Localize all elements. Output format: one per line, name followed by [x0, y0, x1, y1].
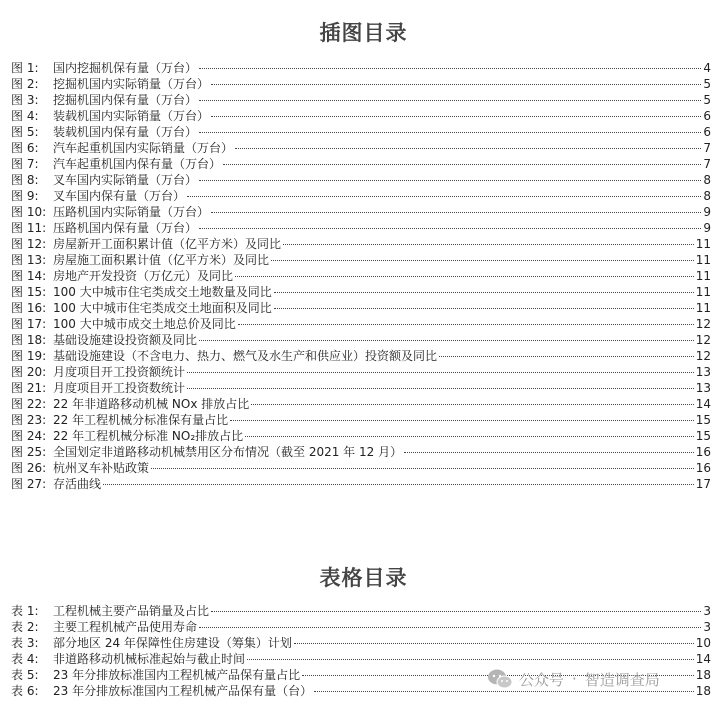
entry-number: 图 16: — [11, 301, 47, 315]
page-number: 9 — [703, 221, 711, 235]
entry-number: 图 2: — [11, 77, 39, 91]
entry-title: 100 大中城市成交土地总价及同比 — [53, 317, 236, 331]
page-number: 11 — [695, 269, 711, 283]
entry-title: 压路机国内保有量（万台） — [53, 221, 198, 235]
figure-entry[interactable] — [11, 60, 711, 76]
entry-number: 图 19: — [11, 349, 47, 363]
entry-title: 房地产开发投资（万亿元）及同比 — [53, 269, 234, 283]
leader-dots — [230, 420, 694, 421]
figure-entry[interactable] — [11, 316, 711, 332]
figure-entry[interactable] — [11, 172, 711, 188]
entry-number: 表 4: — [11, 652, 39, 666]
entry-number: 图 13: — [11, 253, 47, 267]
leader-dots — [211, 116, 701, 117]
figure-entry[interactable] — [11, 108, 711, 124]
figures-title: 插图目录 — [319, 21, 408, 45]
entry-title: 23 年分排放标准国内工程机械产品保有量占比 — [53, 668, 301, 682]
entry-title: 月度项目开工投资额统计 — [53, 365, 186, 379]
entry-number: 图 23: — [11, 413, 47, 427]
page-number: 12 — [695, 349, 711, 363]
leader-dots — [314, 691, 694, 692]
leader-dots — [199, 228, 701, 229]
figure-entry[interactable] — [11, 284, 711, 300]
leader-dots — [199, 100, 701, 101]
entry-number: 图 5: — [11, 125, 39, 139]
page-number: 3 — [703, 620, 711, 634]
entry-title: 主要工程机械产品使用寿命 — [53, 620, 198, 634]
entry-number: 图 3: — [11, 93, 39, 107]
leader-dots — [211, 611, 701, 612]
figure-entry[interactable] — [11, 92, 711, 108]
entry-title: 22 年工程机械分标准 NO₂排放占比 — [53, 429, 244, 443]
entry-number: 表 3: — [11, 636, 39, 650]
figure-entry[interactable] — [11, 364, 711, 380]
page-number: 9 — [703, 205, 711, 219]
entry-title: 国内挖掘机保有量（万台） — [53, 61, 198, 75]
tables-title: 表格目录 — [319, 566, 408, 590]
figure-entry[interactable] — [11, 252, 711, 268]
entry-title: 存活曲线 — [53, 477, 102, 491]
leader-dots — [247, 659, 694, 660]
leader-dots — [251, 404, 693, 405]
leader-dots — [199, 68, 701, 69]
page-number: 7 — [703, 157, 711, 171]
entry-title: 房屋新开工面积累计值（亿平方米）及同比 — [53, 237, 282, 251]
entry-title: 叉车国内保有量（万台） — [53, 189, 186, 203]
watermark-name: 智造调查局 — [584, 670, 660, 689]
page-number: 6 — [703, 125, 711, 139]
watermark-label: 公众号 — [519, 670, 565, 689]
entry-number: 表 5: — [11, 668, 39, 682]
entry-number: 图 9: — [11, 189, 39, 203]
leader-dots — [199, 180, 701, 181]
page-number: 5 — [703, 77, 711, 91]
entry-title: 工程机械主要产品销量及占比 — [53, 604, 210, 618]
figure-entry[interactable] — [11, 124, 711, 140]
figure-entry[interactable] — [11, 236, 711, 252]
wechat-icon — [487, 668, 513, 690]
leader-dots — [238, 324, 694, 325]
entry-number: 图 11: — [11, 221, 47, 235]
page-number: 18 — [695, 668, 711, 682]
entry-title: 压路机国内实际销量（万台） — [53, 205, 210, 219]
table-entry[interactable] — [11, 619, 711, 635]
entry-number: 图 17: — [11, 317, 47, 331]
entry-title: 汽车起重机国内保有量（万台） — [53, 157, 222, 171]
entry-title: 房屋施工面积累计值（亿平方米）及同比 — [53, 253, 270, 267]
leader-dots — [103, 484, 694, 485]
entry-number: 图 18: — [11, 333, 47, 347]
figure-entry[interactable] — [11, 188, 711, 204]
watermark-separator: · — [572, 670, 577, 688]
figure-entry[interactable] — [11, 412, 711, 428]
page-number: 13 — [695, 365, 711, 379]
entry-number: 图 7: — [11, 157, 39, 171]
figure-entry[interactable] — [11, 476, 711, 492]
entry-number: 图 10: — [11, 205, 47, 219]
leader-dots — [199, 132, 701, 133]
figure-entry[interactable] — [11, 76, 711, 92]
entry-number: 图 4: — [11, 109, 39, 123]
figure-entry[interactable] — [11, 380, 711, 396]
leader-dots — [199, 340, 694, 341]
figure-entry[interactable] — [11, 204, 711, 220]
entry-number: 图 14: — [11, 269, 47, 283]
leader-dots — [274, 292, 694, 293]
figure-entry[interactable] — [11, 140, 711, 156]
page-number: 18 — [695, 684, 711, 698]
figure-entry[interactable] — [11, 332, 711, 348]
page-number: 14 — [695, 397, 711, 411]
leader-dots — [211, 84, 701, 85]
entry-number: 图 27: — [11, 477, 47, 491]
entry-title: 全国划定非道路移动机械禁用区分布情况（截至 2021 年 12 月） — [53, 445, 403, 459]
entry-title: 部分地区 24 年保障性住房建设（筹集）计划 — [53, 636, 292, 650]
page-number: 5 — [703, 93, 711, 107]
entry-number: 图 22: — [11, 397, 47, 411]
entry-number: 表 1: — [11, 604, 39, 618]
entry-number: 表 2: — [11, 620, 39, 634]
entry-title: 100 大中城市住宅类成交土地数量及同比 — [53, 285, 272, 299]
leader-dots — [223, 164, 701, 165]
page-number: 12 — [695, 317, 711, 331]
leader-dots — [245, 436, 694, 437]
page-number: 11 — [695, 253, 711, 267]
entry-number: 图 21: — [11, 381, 47, 395]
leader-dots — [274, 308, 694, 309]
leader-dots — [294, 643, 694, 644]
leader-dots — [404, 452, 694, 453]
page-number: 3 — [703, 604, 711, 618]
entry-number: 图 26: — [11, 461, 47, 475]
leader-dots — [283, 244, 694, 245]
page-number: 14 — [695, 652, 711, 666]
page-number: 11 — [695, 237, 711, 251]
leader-dots — [235, 276, 694, 277]
entry-title: 100 大中城市住宅类成交土地面积及同比 — [53, 301, 272, 315]
figure-entry[interactable] — [11, 268, 711, 284]
page-number: 16 — [695, 445, 711, 459]
watermark — [487, 668, 660, 690]
page-number: 13 — [695, 381, 711, 395]
leader-dots — [211, 212, 701, 213]
page-number: 8 — [703, 189, 711, 203]
page-number: 15 — [695, 429, 711, 443]
page-number: 15 — [695, 413, 711, 427]
entry-title: 非道路移动机械标准起始与截止时间 — [53, 652, 246, 666]
entry-title: 23 年分排放标准国内工程机械产品保有量（台） — [53, 684, 313, 698]
figure-entry[interactable] — [11, 300, 711, 316]
leader-dots — [151, 468, 694, 469]
page-number: 12 — [695, 333, 711, 347]
leader-dots — [271, 260, 694, 261]
page-number: 7 — [703, 141, 711, 155]
entry-number: 图 12: — [11, 237, 47, 251]
page-number: 11 — [695, 285, 711, 299]
entry-title: 装载机国内实际销量（万台） — [53, 109, 210, 123]
leader-dots — [199, 627, 701, 628]
figure-entry[interactable] — [11, 348, 711, 364]
figure-entry[interactable] — [11, 444, 711, 460]
entry-number: 图 20: — [11, 365, 47, 379]
leader-dots — [187, 372, 694, 373]
table-entry[interactable] — [11, 603, 711, 619]
entry-number: 图 25: — [11, 445, 47, 459]
entry-title: 基础设施建设投资额及同比 — [53, 333, 198, 347]
page-number: 10 — [695, 636, 711, 650]
entry-number: 图 1: — [11, 61, 39, 75]
entry-title: 挖掘机国内保有量（万台） — [53, 93, 198, 107]
page-number: 16 — [695, 461, 711, 475]
table-entry[interactable] — [11, 651, 711, 667]
entry-title: 月度项目开工投资数统计 — [53, 381, 186, 395]
page-number: 4 — [703, 61, 711, 75]
page-number: 17 — [695, 477, 711, 491]
page-number: 8 — [703, 173, 711, 187]
page-number: 6 — [703, 109, 711, 123]
entry-title: 装载机国内保有量（万台） — [53, 125, 198, 139]
leader-dots — [187, 388, 694, 389]
figure-list — [11, 60, 711, 492]
figure-entry[interactable] — [11, 156, 711, 172]
table-entry[interactable] — [11, 635, 711, 651]
figure-entry[interactable] — [11, 396, 711, 412]
entry-number: 表 6: — [11, 684, 39, 698]
entry-number: 图 24: — [11, 429, 47, 443]
entry-title: 杭州叉车补贴政策 — [53, 461, 150, 475]
leader-dots — [187, 196, 701, 197]
figure-entry[interactable] — [11, 220, 711, 236]
entry-title: 基础设施建设（不含电力、热力、燃气及水生产和供应业）投资额及同比 — [53, 349, 438, 363]
leader-dots — [439, 356, 694, 357]
entry-title: 叉车国内实际销量（万台） — [53, 173, 198, 187]
figure-entry[interactable] — [11, 428, 711, 444]
page-number: 11 — [695, 301, 711, 315]
entry-title: 汽车起重机国内实际销量（万台） — [53, 141, 234, 155]
entry-title: 22 年非道路移动机械 NOx 排放占比 — [53, 397, 250, 411]
figure-entry[interactable] — [11, 460, 711, 476]
entry-number: 图 15: — [11, 285, 47, 299]
entry-number: 图 6: — [11, 141, 39, 155]
entry-number: 图 8: — [11, 173, 39, 187]
leader-dots — [235, 148, 701, 149]
entry-title: 22 年工程机械分标准保有量占比 — [53, 413, 229, 427]
entry-title: 挖掘机国内实际销量（万台） — [53, 77, 210, 91]
